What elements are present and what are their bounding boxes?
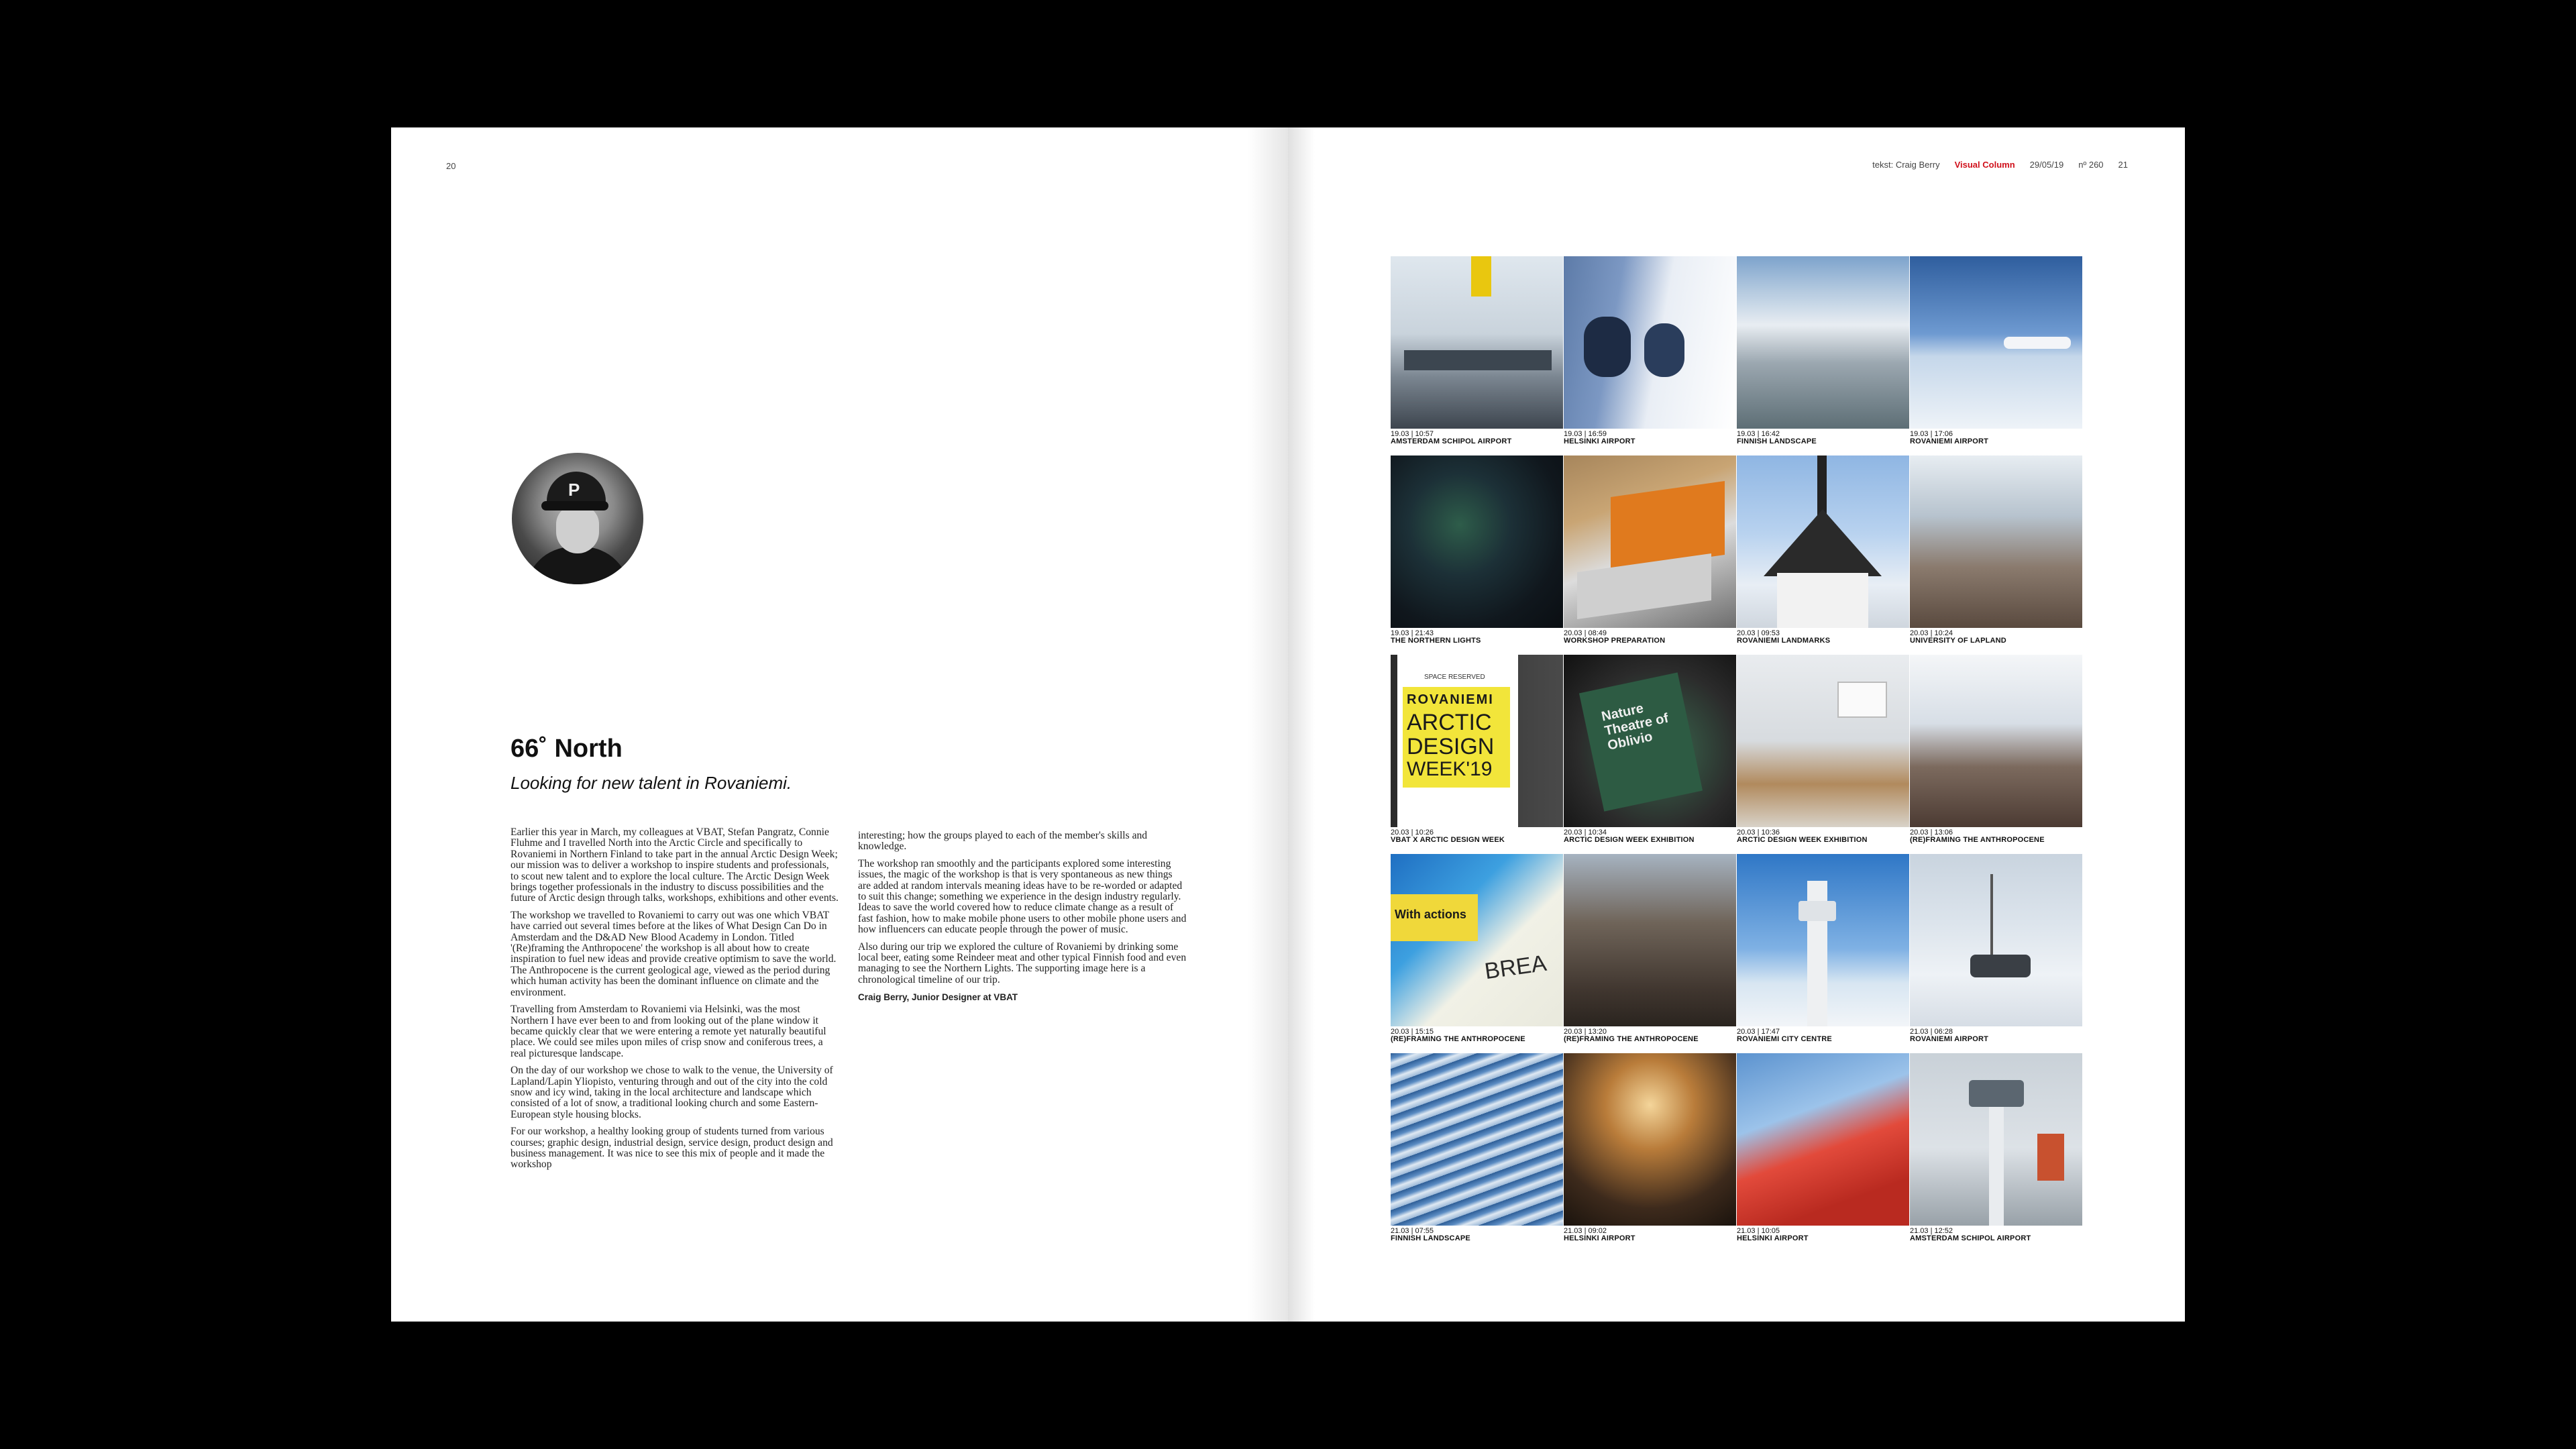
photo-caption — [1391, 1026, 1525, 1043]
left-page — [391, 127, 1288, 1322]
photo-timestamp: 20.03 | 09:53 — [1737, 629, 1780, 637]
poster-photo — [1391, 655, 1563, 827]
article-column-2 — [858, 830, 1187, 1004]
author-avatar — [512, 453, 643, 584]
photo-place: (RE)FRAMING THE ANTHROPOCENE — [1564, 1035, 1699, 1043]
photo-place: ROVANIEMI CITY CENTRE — [1737, 1035, 1832, 1043]
paragraph: On the day of our workshop we chose to walk to the venue, the University of Lapland/Lapin Yliopisto, venturing through and out of the city into the cold snow and icy wind, taking in the local architecture and landscape which consisted of a lot of snow, a traditional looking church and some Eastern-European style housing blocks. — [511, 1065, 833, 1120]
photo-tile — [1564, 655, 1736, 854]
photo-caption — [1737, 628, 1830, 645]
right-page — [1288, 127, 2185, 1322]
paragraph: Also during our trip we explored the culture of Rovaniemi by drinking some local beer, eating some Reindeer meat and other typical Finnish food and even managing to see the Northern Lights. The supporting image here is a chronological timeline of our trip. — [858, 941, 1187, 985]
photo-caption — [1564, 628, 1665, 645]
post-its-photo — [1391, 854, 1563, 1026]
photo-timestamp: 19.03 | 17:06 — [1910, 430, 1953, 438]
article-column-1 — [511, 827, 839, 1177]
page-gutter-shadow — [1248, 127, 1288, 1322]
tower-photo — [1737, 854, 1909, 1026]
exhibition-photo — [1737, 655, 1909, 827]
photo-timestamp: 20.03 | 10:36 — [1737, 828, 1780, 837]
airport-roof-photo — [1564, 1053, 1736, 1226]
photo-place: FINNISH LANDSCAPE — [1391, 1234, 1470, 1242]
photo-timestamp: 20.03 | 08:49 — [1564, 629, 1607, 637]
photo-tile — [1564, 1053, 1736, 1252]
photo-caption — [1391, 628, 1481, 645]
photo-timestamp: 20.03 | 17:47 — [1737, 1028, 1780, 1036]
photo-tile — [1391, 655, 1563, 854]
control-tower-photo — [1910, 1053, 2082, 1226]
photo-place: (RE)FRAMING THE ANTHROPOCENE — [1910, 836, 2045, 844]
article-title: 66˚ North — [511, 735, 623, 763]
photo-tile — [1910, 854, 2082, 1053]
photo-place: HELSINKI AIRPORT — [1564, 1234, 1635, 1242]
church-photo — [1737, 455, 1909, 628]
photo-caption — [1737, 429, 1817, 445]
photo-caption — [1391, 429, 1511, 445]
photo-caption — [1564, 1226, 1635, 1242]
photo-timestamp: 21.03 | 06:28 — [1910, 1028, 1953, 1036]
photo-place: HELSINKI AIRPORT — [1564, 437, 1635, 445]
running-header — [1872, 160, 2128, 170]
photo-caption — [1910, 1226, 2031, 1242]
leaflet-photo — [1564, 655, 1736, 827]
photo-timestamp: 19.03 | 16:59 — [1564, 430, 1607, 438]
photo-caption — [1564, 1026, 1699, 1043]
snowy-carpark-photo — [1910, 854, 2082, 1026]
photo-tile — [1910, 455, 2082, 655]
page-gutter-shadow — [1288, 127, 1315, 1322]
photo-tile — [1564, 256, 1736, 455]
photo-caption — [1391, 827, 1505, 844]
photo-timestamp: 19.03 | 16:42 — [1737, 430, 1780, 438]
header-issue: nº 260 — [2078, 160, 2104, 170]
photo-tile — [1391, 854, 1563, 1053]
photo-timestamp: 19.03 | 21:43 — [1391, 629, 1434, 637]
author-byline: Craig Berry, Junior Designer at VBAT — [858, 992, 1018, 1003]
postit-text: With actions — [1395, 908, 1466, 921]
photo-place: ROVANIEMI LANDMARKS — [1737, 637, 1831, 645]
photo-caption — [1737, 1226, 1809, 1242]
photo-timeline-grid — [1391, 256, 2083, 1252]
article-subtitle: Looking for new talent in Rovaniemi. — [511, 773, 792, 793]
photo-place: AMSTERDAM SCHIPOL AIRPORT — [1910, 1234, 2031, 1242]
photo-tile — [1391, 1053, 1563, 1252]
photo-caption — [1564, 827, 1695, 844]
avatar-cap-logo: P — [568, 480, 580, 500]
photo-place: VBAT X ARCTIC DESIGN WEEK — [1391, 836, 1505, 844]
photo-timestamp: 21.03 | 07:55 — [1391, 1227, 1434, 1235]
photo-tile — [1910, 655, 2082, 854]
page-number: 20 — [446, 161, 456, 171]
aerial-snow-photo — [1391, 1053, 1563, 1226]
poster-top-text: SPACE RESERVED — [1424, 674, 1485, 681]
photo-place: ARCTIC DESIGN WEEK EXHIBITION — [1737, 836, 1868, 844]
photo-timestamp: 21.03 | 10:05 — [1737, 1227, 1780, 1235]
photo-place: THE NORTHERN LIGHTS — [1391, 637, 1481, 645]
photo-tile — [1910, 256, 2082, 455]
leaflet-text: Nature Theatre of Oblivio — [1600, 700, 1670, 753]
photo-caption — [1910, 827, 2045, 844]
photo-timestamp: 21.03 | 09:02 — [1564, 1227, 1607, 1235]
photo-caption — [1737, 1026, 1832, 1043]
paragraph: For our workshop, a healthy looking group of students turned from various courses; graphic design, industrial design, service design, product design and business management. It was nice to see this mix of people and it made the workshop — [511, 1126, 833, 1171]
photo-place: WORKSHOP PREPARATION — [1564, 637, 1666, 645]
page-number: 21 — [2118, 160, 2128, 170]
photo-place: (RE)FRAMING THE ANTHROPOCENE — [1391, 1035, 1525, 1043]
photo-timestamp: 20.03 | 13:20 — [1564, 1028, 1607, 1036]
photo-caption — [1910, 429, 1988, 445]
paragraph: The workshop ran smoothly and the participants explored some interesting issues, the magic of the workshop is that is very spontaneous as new things are added at random intervals meaning ideas have to be re-worded or adapted to suit this change; something we experience in the design industry regularly. Ideas to save the world covered how to reduce climate change as a result of fast fashion, how to make mobile phone users to other mobile phone users and how influencers can educate people through the power of music. — [858, 857, 1187, 936]
runway-photo — [1910, 256, 2082, 429]
avatar-cap-brim — [541, 501, 608, 511]
poster-line-4: WEEK'19 — [1407, 758, 1493, 780]
poster-line-2: ARCTIC — [1407, 710, 1492, 735]
aurora-photo — [1391, 455, 1563, 628]
paragraph: The workshop we travelled to Rovaniemi to carry out was one which VBAT have carried out several times before at the likes of What Design Can Do in Amsterdam and the D&AD New Blood Academy in London. Titled '(Re)framing the Anthropocene' the workshop is all about how to create inspiration to fuel new ideas and provide creative optimism to save the world. The Anthropocene is the current geological age, viewed as the period during which human activity has been the dominant influence on climate and the environment. — [511, 909, 837, 998]
photo-place: ARCTIC DESIGN WEEK EXHIBITION — [1564, 836, 1695, 844]
university-hall-photo — [1910, 455, 2082, 628]
avatar-face — [556, 505, 599, 553]
workshop-group-photo — [1910, 655, 2082, 827]
photo-caption — [1737, 827, 1868, 844]
header-section: Visual Column — [1954, 160, 2015, 170]
photo-place: UNIVERSITY OF LAPLAND — [1910, 637, 2006, 645]
photo-place: HELSINKI AIRPORT — [1737, 1234, 1809, 1242]
photo-caption — [1910, 1026, 1988, 1043]
airport-hall-photo — [1391, 256, 1563, 429]
plane-window-photo — [1564, 256, 1736, 429]
photo-timestamp: 19.03 | 10:57 — [1391, 430, 1434, 438]
photo-tile — [1737, 256, 1909, 455]
photo-tile — [1737, 655, 1909, 854]
paragraph: interesting; how the groups played to each of the member's skills and knowledge. — [858, 830, 1148, 853]
photo-tile — [1391, 256, 1563, 455]
header-date: 29/05/19 — [2029, 160, 2064, 170]
photo-tile — [1737, 455, 1909, 655]
paragraph: Travelling from Amsterdam to Rovaniemi via Helsinki, was the most Northern I have ever been to and from looking out of the plane window it became quickly clear that we were entering a remote yet naturally beautiful place. We could see miles upon miles of crisp snow and coniferous trees, a real picturesque landscape. — [511, 1004, 826, 1059]
photo-place: ROVANIEMI AIRPORT — [1910, 437, 1989, 445]
photo-caption — [1391, 1226, 1470, 1242]
laptop-photo — [1564, 455, 1736, 628]
photo-tile — [1564, 854, 1736, 1053]
crowd-photo — [1564, 854, 1736, 1026]
photo-tile — [1737, 1053, 1909, 1252]
photo-caption — [1564, 429, 1635, 445]
photo-place: FINNISH LANDSCAPE — [1737, 437, 1817, 445]
paragraph: Earlier this year in March, my colleagues at VBAT, Stefan Pangratz, Connie Fluhme and I travelled North into the Arctic Circle and specifically to Rovaniemi in Northern Finland to take part in the annual Arctic Design Week; our mission was to deliver a workshop to inspire students and professionals, to scout new talent and to explore the local culture. The Arctic Design Week brings together professionals in the industry to discuss possibilities and the future of Arctic design through talks, workshops, exhibitions and other events. — [511, 826, 839, 904]
photo-place: ROVANIEMI AIRPORT — [1910, 1035, 1989, 1043]
photo-tile — [1391, 455, 1563, 655]
photo-timestamp: 20.03 | 10:24 — [1910, 629, 1953, 637]
plane-tail-photo — [1737, 1053, 1909, 1226]
header-author: tekst: Craig Berry — [1872, 160, 1940, 170]
photo-place: AMSTERDAM SCHIPOL AIRPORT — [1391, 437, 1512, 445]
photo-caption — [1910, 628, 2006, 645]
photo-timestamp: 20.03 | 13:06 — [1910, 828, 1953, 837]
poster-line-3: DESIGN — [1407, 734, 1495, 759]
snowy-landscape-photo — [1737, 256, 1909, 429]
postit-text-2: BREA — [1483, 950, 1548, 985]
photo-timestamp: 20.03 | 15:15 — [1391, 1028, 1434, 1036]
photo-tile — [1737, 854, 1909, 1053]
photo-tile — [1564, 455, 1736, 655]
photo-tile — [1910, 1053, 2082, 1252]
photo-timestamp: 21.03 | 12:52 — [1910, 1227, 1953, 1235]
photo-timestamp: 20.03 | 10:26 — [1391, 828, 1434, 837]
poster-line-1: ROVANIEMI — [1407, 692, 1494, 707]
photo-timestamp: 20.03 | 10:34 — [1564, 828, 1607, 837]
